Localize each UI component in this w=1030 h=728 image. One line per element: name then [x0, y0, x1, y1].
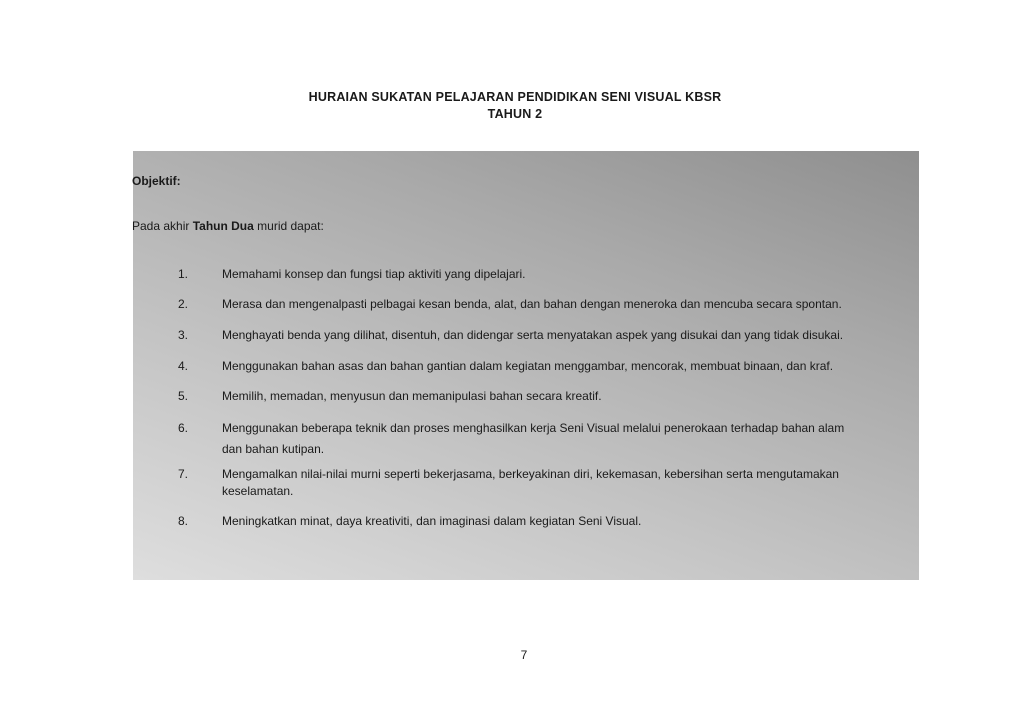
objective-text — [222, 327, 922, 344]
objective-number: 8. — [178, 514, 189, 528]
objective-number: 2. — [178, 297, 189, 311]
objective-text — [222, 513, 922, 530]
section-heading: Objektif: — [132, 174, 181, 188]
objective-line: Merasa dan mengenalpasti pelbagai kesan benda, alat, dan bahan dengan meneroka dan mencuba secara spontan. — [222, 297, 842, 311]
objective-number: 3. — [178, 328, 189, 342]
objective-line: Menghayati benda yang dilihat, disentuh, dan didengar serta menyatakan aspek yang disukai dan yang tidak disukai. — [222, 328, 844, 342]
objective-line: Mengamalkan nilai-nilai murni seperti bekerjasama, berkeyakinan diri, kekemasan, kebersihan serta mengutamakan — [222, 467, 839, 481]
objective-number: 5. — [178, 389, 189, 403]
title-line-1: HURAIAN SUKATAN PELAJARAN PENDIDIKAN SENI VISUAL KBSR — [308, 90, 722, 104]
objective-number: 6. — [178, 421, 189, 435]
objective-text — [222, 420, 922, 458]
intro-text — [132, 219, 324, 233]
document-title — [0, 89, 1030, 123]
objective-text — [222, 388, 922, 405]
objective-number: 4. — [178, 359, 189, 373]
objective-line-2: dan bahan kutipan. — [222, 442, 325, 456]
page-number: 7 — [520, 648, 528, 662]
objective-text — [222, 466, 922, 500]
objective-number: 7. — [178, 467, 189, 481]
intro-bold: Tahun Dua — [192, 219, 254, 233]
objective-line: Memahami konsep dan fungsi tiap aktiviti yang dipelajari. — [222, 267, 526, 281]
intro-prefix: Pada akhir — [132, 219, 193, 233]
objective-text — [222, 296, 922, 313]
title-line-2: TAHUN 2 — [487, 107, 543, 121]
objective-text — [222, 266, 922, 283]
objective-number: 1. — [178, 267, 189, 281]
objective-text — [222, 358, 922, 375]
objective-line: Memilih, memadan, menyusun dan memanipulasi bahan secara kreatif. — [222, 389, 602, 403]
objective-line: Menggunakan beberapa teknik dan proses menghasilkan kerja Seni Visual melalui penerokaan terhadap bahan alam — [222, 421, 845, 435]
objective-line-2: keselamatan. — [222, 484, 294, 498]
objective-line: Meningkatkan minat, daya kreativiti, dan imaginasi dalam kegiatan Seni Visual. — [222, 514, 642, 528]
intro-suffix: murid dapat: — [253, 219, 324, 233]
objective-line: Menggunakan bahan asas dan bahan gantian dalam kegiatan menggambar, mencorak, membuat binaan, dan kraf. — [222, 359, 834, 373]
